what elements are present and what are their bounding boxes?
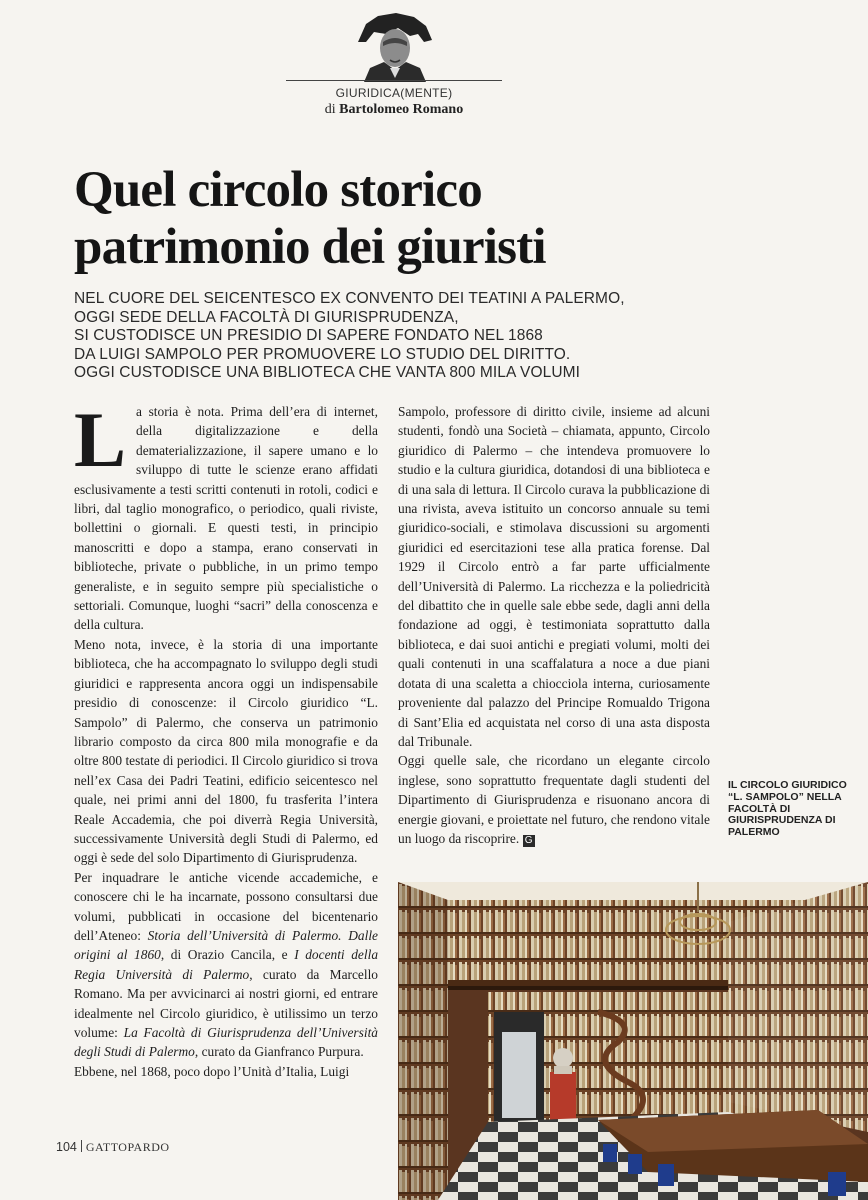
book-title: La Facoltà di Giurisprudenza dell’Università degli Studi di Palermo [74, 1025, 378, 1060]
magazine-name: GATTOPARDO [85, 1140, 170, 1154]
book-title: I docenti della Regia Università di Palermo [74, 947, 379, 982]
deck-line: OGGI CUSTODISCE UNA BIBLIOTECA CHE VANTA 800 MILA VOLUMI [74, 364, 581, 382]
body-paragraph: Oggi quelle sale, che ricordano un elegante circolo inglese, sono soprattutto frequentate dagli studenti del Dipartimento di Giurisprudenza e risuonano ancora di energie giovani, e proiettate nel futuro, che rendono vitale un luogo da riscoprire. G [398, 753, 710, 846]
body-column-right [398, 402, 710, 848]
deck-line: SI CUSTODISCE UN PRESIDIO DI SAPERE FONDATO NEL 1868 [74, 327, 543, 345]
column-name: GIURIDICA(MENTE) [335, 86, 453, 100]
body-paragraph: La storia è nota. Prima dell’era di internet, della digitalizzazione e della dematerializzazione, il sapere umano e lo sviluppo di tutte le scienze erano affidati esclusivamente a testi scritti contenuti in rotoli, codici e libri, dal taglio monografico, o periodico, quali riviste, bollettini o giornali. E questi testi, in principio manoscritti e dopo a stampa, erano conservati in biblioteche, private o pubbliche, in un primo tempo generaliste, e in seguito sempre più specialistiche o settoriali. Comunque, luoghi “sacri” della conoscenza e della cultura. [74, 396, 378, 633]
body-paragraph: Ebbene, nel 1868, poco dopo l’Unità d’Italia, Luigi [74, 1063, 350, 1079]
body-paragraph: Per inquadrare le antiche vicende accademiche, e conoscere chi le ha incarnate, possono consultarsi due volumi, pubblicati in occasione del bicentenario dell’Ateneo: Storia dell’Università di Palermo. Dalle origini al 1860, di Orazio Cancila, e I docenti della Regia Università di Palermo, curato da Marcello Romano. Ma per avvicinarci ai nostri giorni, ed entrare idealmente nel Circolo giuridico, è utilissimo un terzo volume: La Facoltà di Giurisprudenza dell’Università degli Studi di Palermo, curato da Gianfranco Purpura. [74, 869, 379, 1060]
body-paragraph: Meno nota, invece, è la storia di una importante biblioteca, che ha accompagnato lo sviluppo degli studi giuridici e rappresenta ancora oggi un indispensabile presidio di conoscenze: il Circolo giuridico “L. Sampolo” di Palermo, che conserva un patrimonio librario composto da circa 800 mila monografie e da oltre 800 testate di periodici. Il Circolo giuridico si trova nell’ex Casa dei Padri Teatini, edificio seicentesco nel quale, nei primi anni del 1800, fu trasferita l’intera Reale Accademia, che poi diverrà Regia Università, successivamente Università degli Studi di Palermo, ed oggi è sede del solo Dipartimento di Giurisprudenza. [74, 636, 378, 866]
body-paragraph: Sampolo, professore di diritto civile, insieme ad alcuni studenti, fondò una Società – chiamata, appunto, Circolo giuridico di Palermo – che intendeva promuovere lo studio e la cultura giuridica, dotandosi di una biblioteca e di una sala di lettura. Il Circolo curava la pubblicazione di una rivista, aveva istituito un concorso annuale su temi giuridico-sociali, e stimolava discussioni su argomenti giuridici ed esercitazioni tese alla pratica forense. Dal 1929 il Circolo entrò a far parte ufficialmente dell’Università di Palermo. La ricchezza e la poliedricità del dibattito che in quelle sale ebbe sede, dagli anni della fondazione ad oggi, è testimoniata soprattutto dalla biblioteca, e dai suoi antichi e pregiati volumi, molti dei quali contenuti in una scaffalatura a noce a due piani dotata di una scaletta a chiocciola interna, curiosamente proveniente dal palazzo del Principe Romualdo Trigona di Sant’Elia ed acquistata nel corso di una asta disposta dal Tribunale. [398, 404, 710, 749]
header-rule [286, 80, 502, 81]
photo-caption: IL CIRCOLO GIURIDICO “L. SAMPOLO” NELLA FACOLTÀ DI GIURISPRUDENZA DI PALERMO [728, 779, 847, 839]
author-name: Bartolomeo Romano [339, 102, 464, 117]
article-deck [74, 290, 794, 383]
byline-prefix: di [324, 102, 336, 117]
end-mark-icon: G [523, 835, 535, 847]
footer-divider [81, 1140, 82, 1152]
title-line-2: patrimonio dei giuristi [74, 219, 546, 275]
deck-line: OGGI SEDE DELLA FACOLTÀ DI GIURISPRUDENZA, [74, 308, 459, 326]
book-title: Storia dell’Università di Palermo. Dalle origini al 1860 [74, 927, 378, 963]
page-footer [56, 1140, 170, 1155]
author-portrait [352, 12, 438, 82]
body-column-left [74, 396, 379, 1081]
deck-line: NEL CUORE DEL SEICENTESCO EX CONVENTO DEI TEATINI A PALERMO, [74, 290, 625, 307]
title-line-1: Quel circolo storico [74, 162, 482, 218]
library-photo [398, 882, 868, 1200]
article-title [74, 162, 794, 276]
page-number: 104 [56, 1140, 77, 1154]
dropcap: L [74, 396, 127, 483]
byline [286, 102, 502, 118]
deck-line: DA LUIGI SAMPOLO PER PROMUOVERE LO STUDIO DEL DIRITTO. [74, 345, 571, 363]
